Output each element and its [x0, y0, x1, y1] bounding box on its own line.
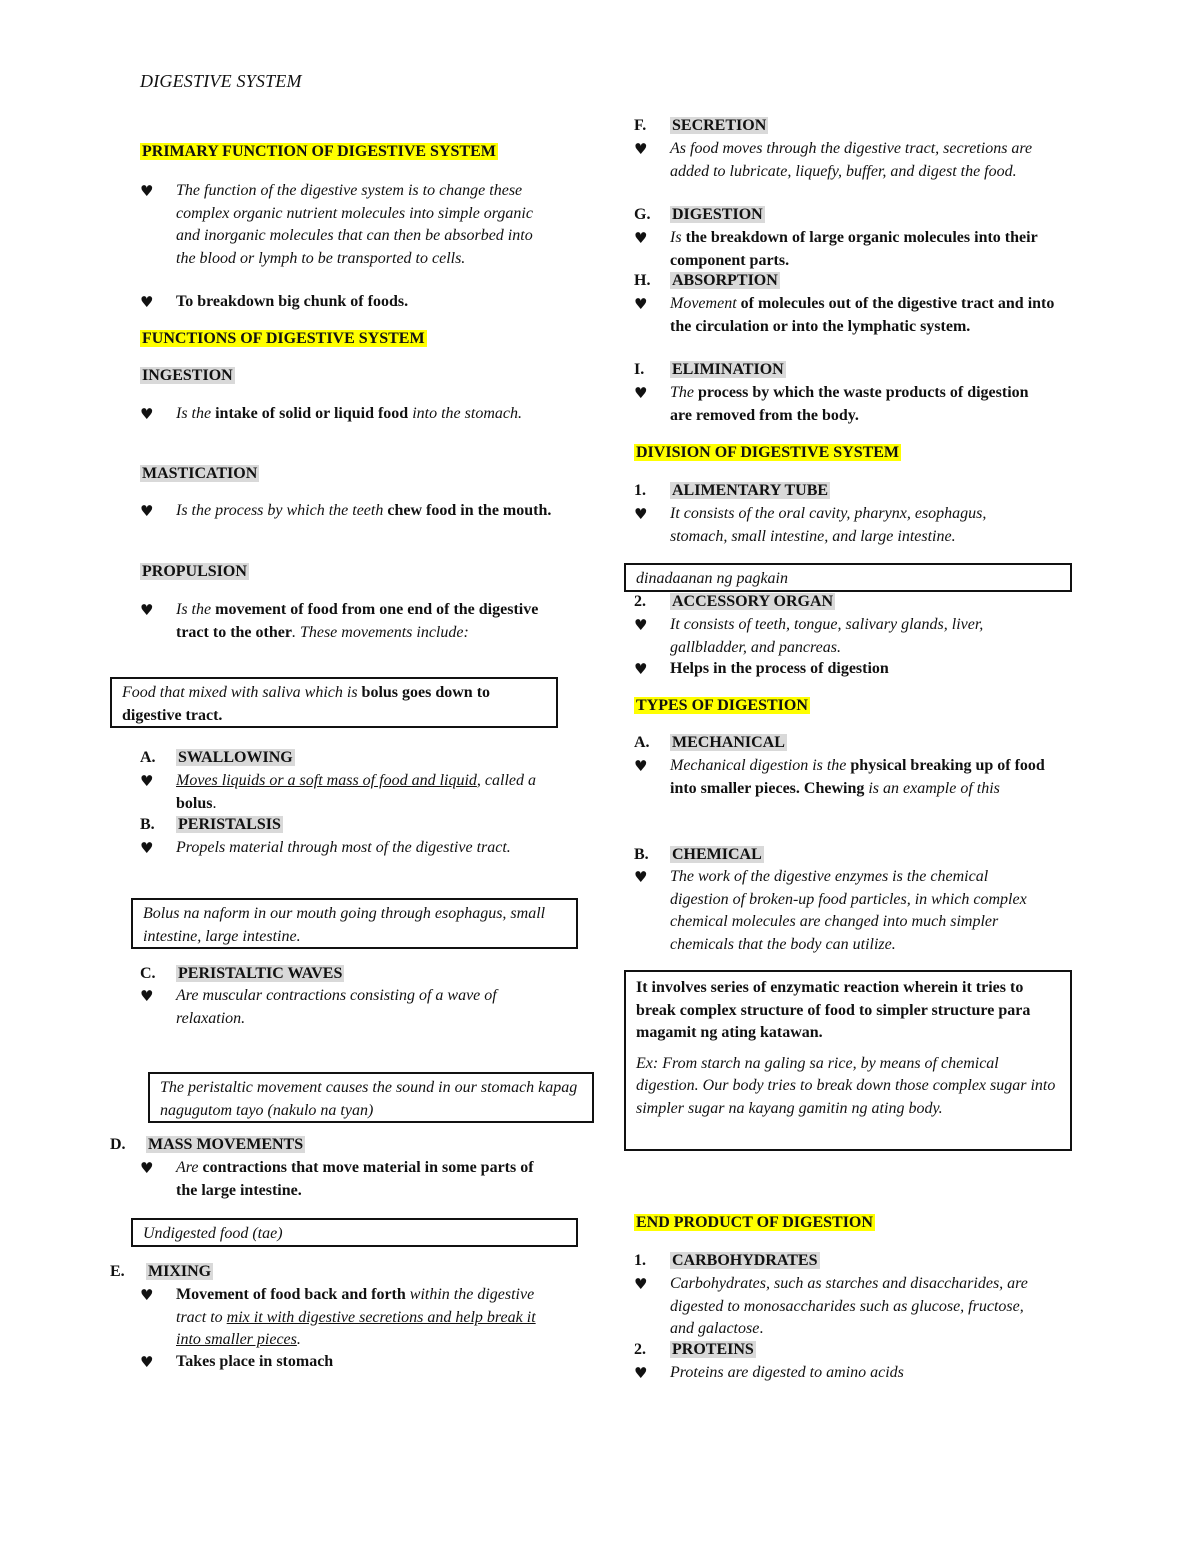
- note-box-bolus: Food that mixed with saliva which is bolus goes down to digestive tract.: [110, 677, 558, 728]
- ingestion-heading: INGESTION: [142, 367, 233, 384]
- heart-bullet-icon: ♥: [140, 987, 154, 1005]
- accessory-organ-bullet-1: ♥ It consists of teeth, tongue, salivary glands, liver, gallbladder, and pancreas.: [634, 616, 984, 656]
- peristaltic-waves-bullet: ♥ Are muscular contractions consisting of a wave of relaxation.: [140, 987, 497, 1027]
- elimination-bullet: ♥ The process by which the waste products of digestion are removed from the body.: [634, 384, 1029, 424]
- alimentary-tube-heading: 1. ALIMENTARY TUBE: [634, 482, 829, 499]
- heart-bullet-icon: ♥: [140, 839, 154, 857]
- alimentary-tube-bullet: ♥ It consists of the oral cavity, pharynx, esophagus, stomach, small intestine, and large intestine.: [634, 505, 987, 545]
- heart-bullet-icon: ♥: [140, 1159, 154, 1177]
- propulsion-heading: PROPULSION: [142, 563, 247, 580]
- mixing-bullet-1: ♥ Movement of food back and forth within the digestive tract to mix it with digestive secretions and help break it into smaller pieces.: [140, 1286, 536, 1348]
- types-heading: TYPES OF DIGESTION: [636, 697, 808, 714]
- primary-bullet-1: ♥ The function of the digestive system is to change these complex organic nutrient molecules into simple organic and inorganic molecules that can then be absorbed into the blood or lymph to be transported to cells.: [140, 182, 533, 267]
- mass-movements-heading: D. MASS MOVEMENTS: [110, 1136, 304, 1153]
- division-heading: DIVISION OF DIGESTIVE SYSTEM: [636, 444, 900, 461]
- note-box-esophagus: Bolus na naform in our mouth going through esophagus, small intestine, large intestine.: [131, 898, 578, 949]
- secretion-bullet: ♥ As food moves through the digestive tract, secretions are added to lubricate, liquefy, buffer, and digest the food.: [634, 140, 1033, 180]
- mastication-bullet: ♥ Is the process by which the teeth chew food in the mouth.: [140, 500, 600, 523]
- page-title: DIGESTIVE SYSTEM: [140, 71, 302, 91]
- heart-bullet-icon: ♥: [634, 868, 648, 886]
- mechanical-heading: A. MECHANICAL: [634, 734, 785, 751]
- heart-bullet-icon: ♥: [634, 757, 648, 775]
- heart-bullet-icon: ♥: [140, 1353, 154, 1371]
- mixing-bullet-2: ♥ Takes place in stomach: [140, 1351, 600, 1374]
- heart-bullet-icon: ♥: [634, 616, 648, 634]
- swallowing-bullet: ♥ Moves liquids or a soft mass of food and liquid, called a bolus.: [140, 772, 536, 812]
- functions-heading: FUNCTIONS OF DIGESTIVE SYSTEM: [142, 330, 425, 347]
- heart-bullet-icon: ♥: [140, 293, 154, 311]
- primary-function-heading: PRIMARY FUNCTION OF DIGESTIVE SYSTEM: [142, 143, 496, 160]
- absorption-bullet: ♥ Movement of molecules out of the digestive tract and into the circulation or into the lymphatic system.: [634, 295, 1055, 335]
- elimination-heading: I. ELIMINATION: [634, 361, 784, 378]
- heart-bullet-icon: ♥: [634, 1275, 648, 1293]
- heart-bullet-icon: ♥: [140, 601, 154, 619]
- heart-bullet-icon: ♥: [634, 140, 648, 158]
- mastication-heading: MASTICATION: [142, 465, 258, 482]
- accessory-organ-heading: 2. ACCESSORY ORGAN: [634, 593, 834, 610]
- digestion-heading: G. DIGESTION: [634, 206, 763, 223]
- accessory-organ-bullet-2: ♥ Helps in the process of digestion: [634, 658, 1094, 681]
- peristalsis-bullet: ♥ Propels material through most of the digestive tract.: [140, 837, 600, 860]
- propulsion-bullet: ♥ Is the movement of food from one end of the digestive tract to the other. These movements include:: [140, 601, 539, 641]
- heart-bullet-icon: ♥: [140, 772, 154, 790]
- heart-bullet-icon: ♥: [140, 182, 154, 200]
- heart-bullet-icon: ♥: [634, 384, 648, 402]
- proteins-heading: 2. PROTEINS: [634, 1341, 754, 1358]
- primary-bullet-2: ♥ To breakdown big chunk of foods.: [140, 291, 600, 314]
- note-box-enzymatic: It involves series of enzymatic reaction wherein it tries to break complex structure of food to simpler structure para magamit ng ating katawan. Ex: From starch na galing sa rice, by means of chemical digestion. Our body tries to break down those complex sugar into simpler sugar na kayang gamitin ng ating body.: [624, 970, 1072, 1151]
- chemical-bullet: ♥ The work of the digestive enzymes is the chemical digestion of broken-up food particles, in which complex chemical molecules are changed into much simpler chemicals that the body can utilize.: [634, 868, 1027, 953]
- proteins-bullet: ♥ Proteins are digested to amino acids: [634, 1362, 1094, 1385]
- note-box-dinadaanan: dinadaanan ng pagkain: [624, 563, 1072, 592]
- note-box-undigested: Undigested food (tae): [131, 1218, 578, 1247]
- mixing-heading: E. MIXING: [110, 1263, 212, 1280]
- ingestion-bullet: ♥ Is the intake of solid or liquid food into the stomach.: [140, 403, 600, 426]
- heart-bullet-icon: ♥: [140, 405, 154, 423]
- heart-bullet-icon: ♥: [634, 229, 648, 247]
- mass-movements-bullet: ♥ Are contractions that move material in some parts of the large intestine.: [140, 1159, 534, 1199]
- digestion-bullet: ♥ Is the breakdown of large organic molecules into their component parts.: [634, 229, 1038, 269]
- peristalsis-heading: B. PERISTALSIS: [140, 816, 281, 833]
- absorption-heading: H. ABSORPTION: [634, 272, 778, 289]
- heart-bullet-icon: ♥: [634, 1364, 648, 1382]
- note-box-stomach-sound: The peristaltic movement causes the sound in our stomach kapag nagugutom tayo (nakulo na tyan): [148, 1072, 594, 1123]
- carbohydrates-heading: 1. CARBOHYDRATES: [634, 1252, 818, 1269]
- mechanical-bullet: ♥ Mechanical digestion is the physical breaking up of food into smaller pieces. Chewing is an example of this: [634, 757, 1045, 797]
- swallowing-heading: A. SWALLOWING: [140, 749, 293, 766]
- heart-bullet-icon: ♥: [634, 295, 648, 313]
- chemical-heading: B. CHEMICAL: [634, 846, 762, 863]
- carbohydrates-bullet: ♥ Carbohydrates, such as starches and disaccharides, are digested to monosaccharides such as glucose, fructose, and galactose.: [634, 1275, 1028, 1337]
- peristaltic-waves-heading: C. PERISTALTIC WAVES: [140, 965, 343, 982]
- heart-bullet-icon: ♥: [634, 660, 648, 678]
- end-product-heading: END PRODUCT OF DIGESTION: [636, 1214, 873, 1231]
- heart-bullet-icon: ♥: [140, 1286, 154, 1304]
- heart-bullet-icon: ♥: [140, 502, 154, 520]
- heart-bullet-icon: ♥: [634, 505, 648, 523]
- secretion-heading: F. SECRETION: [634, 117, 767, 134]
